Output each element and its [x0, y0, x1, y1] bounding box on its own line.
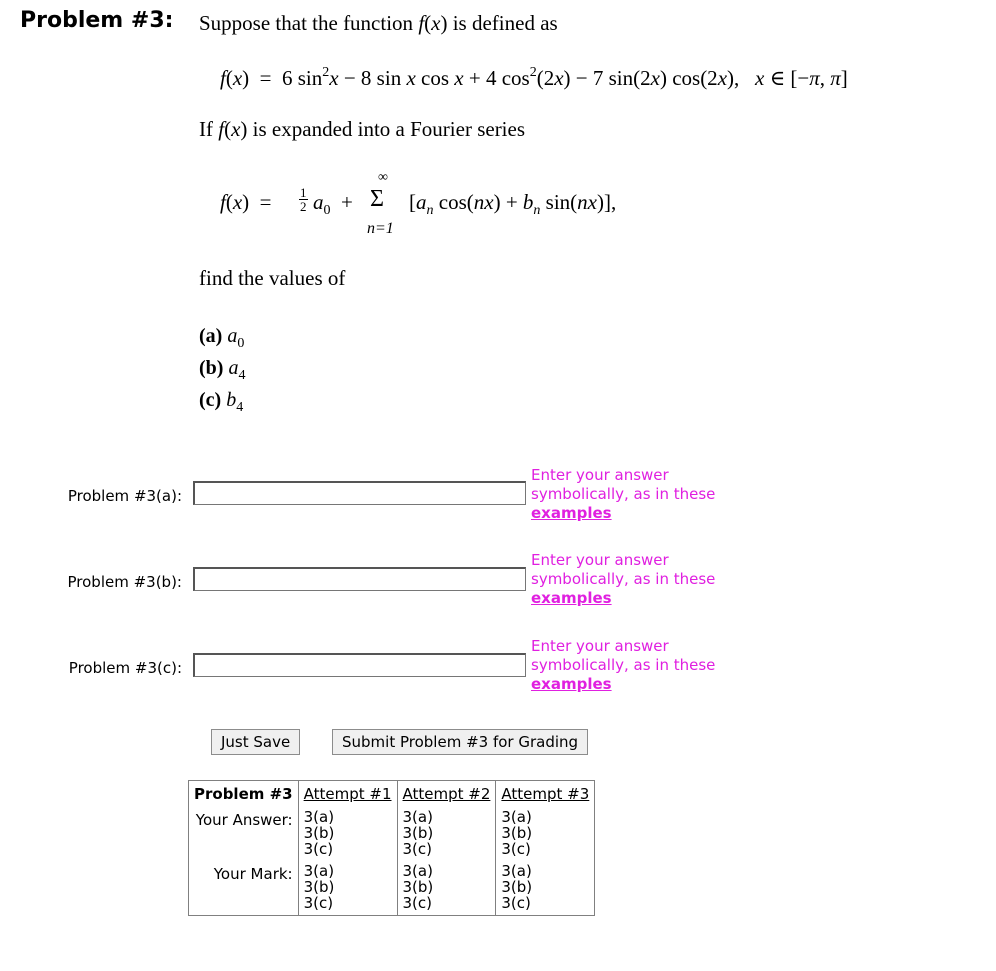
examples-link-c[interactable]: examples — [531, 675, 612, 693]
half-fraction: $\frac{1}{2}$ — [300, 185, 307, 214]
sum-sigma: Σ — [370, 186, 384, 212]
answer-input-b[interactable] — [193, 567, 526, 591]
attempt-3-header: Attempt #3 — [496, 781, 595, 808]
attempt-1-marks — [298, 861, 397, 916]
answer-label-a: Problem #3(a): — [67, 487, 182, 505]
sum-lower: n=1 — [367, 220, 394, 237]
problem-heading: Problem #3: — [20, 8, 174, 33]
sub-part-label: 3(a) — [501, 808, 532, 826]
submit-grading-button[interactable]: Submit Problem #3 for Grading — [332, 729, 588, 755]
sub-part-label: 3(b) — [303, 878, 335, 896]
examples-link-a[interactable]: examples — [531, 504, 612, 522]
sub-part-label: 3(a) — [303, 862, 335, 880]
attempt-3-answers — [496, 807, 595, 861]
attempts-table-header: Problem #3 — [194, 785, 293, 803]
sum-upper: ∞ — [378, 170, 388, 185]
sub-part-label: 3(b) — [402, 824, 434, 842]
sub-part-label: 3(a) — [303, 808, 335, 826]
parts-list — [199, 320, 245, 416]
sub-part-label: 3(c) — [303, 840, 334, 858]
sub-part-label: 3(c) — [501, 894, 531, 912]
attempt-2-answers — [397, 807, 496, 861]
fourier-series: f(x) = $\frac{1}{2}$ $a_0$ + ∞ Σ n=1 [$a_n$ $\cos(nx) + b_n$ sin(nx)], — [220, 170, 617, 237]
answer-label-c: Problem #3(c): — [68, 659, 182, 677]
attempt-2-header: Attempt #2 — [397, 781, 496, 808]
sub-part-label: 3(b) — [402, 878, 434, 896]
expansion-intro: If f(x) is expanded into a Fourier series — [199, 117, 526, 141]
answer-input-c[interactable] — [193, 653, 526, 677]
sub-part-label: 3(b) — [303, 824, 335, 842]
answer-label-b: Problem #3(b): — [67, 573, 182, 591]
attempt-1-header: Attempt #1 — [298, 781, 397, 808]
function-definition: f(x) = 6 $\sin^2x - 8$ sin x cos x + 4 $\cos^2(2x) - 7$ sin(2x) cos(2x), x ∈ [−π, π] — [220, 65, 848, 90]
answer-input-a[interactable] — [193, 481, 526, 505]
answer-hint-a: Enter your answer symbolically, as in these examples — [531, 466, 716, 522]
your-mark-label: Your Mark: — [213, 865, 293, 883]
your-answer-label: Your Answer: — [195, 811, 293, 829]
sub-part-label: 3(a) — [501, 862, 532, 880]
sub-part-label: 3(c) — [501, 840, 531, 858]
sub-part-label: 3(a) — [402, 808, 433, 826]
just-save-button[interactable]: Just Save — [211, 729, 300, 755]
sub-part-label: 3(a) — [402, 862, 433, 880]
attempt-1-answers — [298, 807, 397, 861]
attempt-2-marks — [397, 861, 496, 916]
sub-part-label: 3(c) — [402, 840, 432, 858]
find-text: find the values of — [199, 266, 346, 290]
sub-part-label: 3(c) — [303, 894, 334, 912]
attempt-3-marks — [496, 861, 595, 916]
your-mark-row — [189, 861, 595, 916]
answer-hint-c: Enter your answer symbolically, as in these examples — [531, 637, 716, 693]
part-b: (b) $a_4$ — [199, 357, 246, 383]
sub-part-label: 3(b) — [501, 824, 533, 842]
answer-hint-b: Enter your answer symbolically, as in these examples — [531, 551, 716, 607]
problem-intro: Suppose that the function f(x) is defined as — [199, 11, 558, 35]
examples-link-b[interactable]: examples — [531, 589, 612, 607]
sub-part-label: 3(b) — [501, 878, 533, 896]
part-a: (a) $a_0$ — [199, 325, 245, 351]
sub-part-label: 3(c) — [402, 894, 432, 912]
part-c: (c) $b_4$ — [199, 389, 244, 415]
attempts-table — [188, 780, 595, 916]
your-answer-row — [189, 807, 595, 861]
